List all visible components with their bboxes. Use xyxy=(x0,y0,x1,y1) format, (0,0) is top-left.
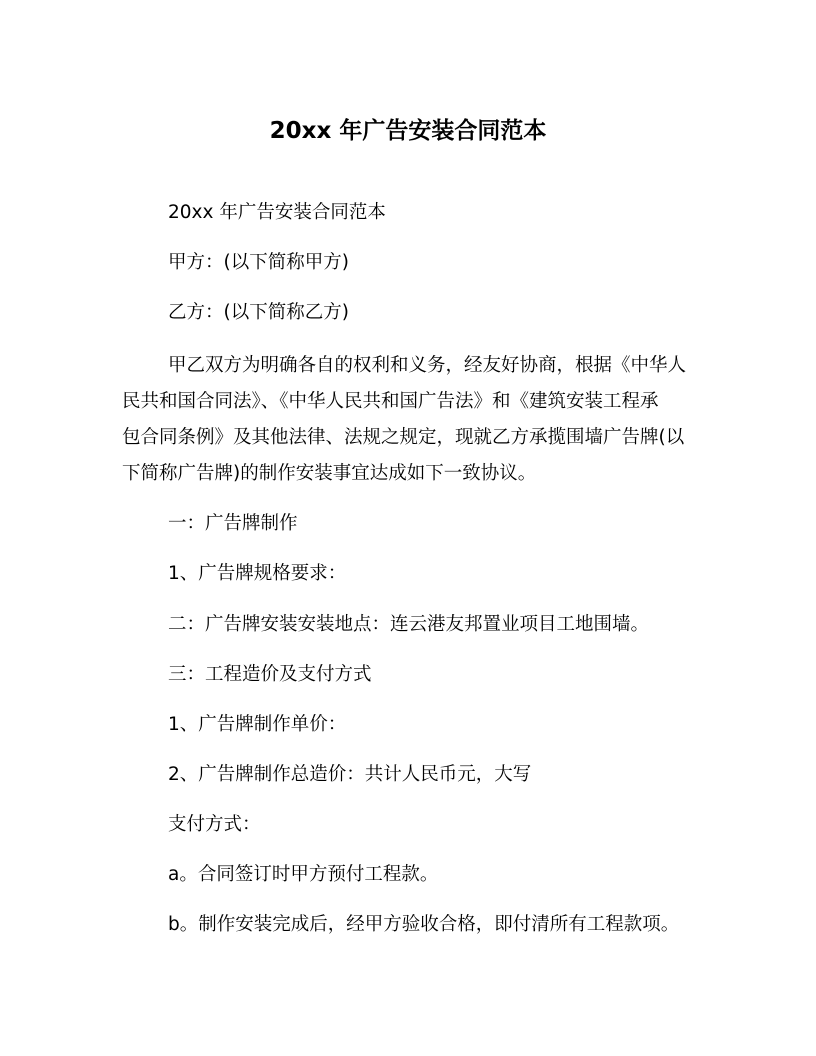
preamble-paragraph xyxy=(122,348,698,492)
section-three-heading: 三：工程造价及支付方式 xyxy=(168,664,372,685)
section-two-heading: 二：广告牌安装安装地点：连云港友邦置业项目工地围墙。 xyxy=(168,614,650,635)
paragraph-line: 包合同条例》及其他法律、法规之规定，现就乙方承揽围墙广告牌(以 xyxy=(122,427,685,448)
party-a-line: 甲方：(以下简称甲方) xyxy=(168,252,349,273)
paragraph-line: 下简称广告牌)的制作安装事宜达成如下一致协议。 xyxy=(122,463,537,484)
document-title: 20xx 年广告安装合同范本 xyxy=(269,118,547,144)
paragraph-line: 甲乙双方为明确各自的权利和义务，经友好协商，根据《中华人 xyxy=(168,355,687,376)
section-one-heading: 一：广告牌制作 xyxy=(168,513,298,534)
paragraph-line: 民共和国合同法》、《中华人民共和国广告法》和《建筑安装工程承 xyxy=(122,391,659,412)
unit-price-line: 1、广告牌制作单价： xyxy=(168,714,347,735)
subtitle-line: 20xx 年广告安装合同范本 xyxy=(168,202,386,223)
party-b-line: 乙方：(以下简称乙方) xyxy=(168,302,349,323)
total-price-line: 2、广告牌制作总造价：共计人民币元，大写 xyxy=(168,764,532,785)
payment-method-label: 支付方式： xyxy=(168,814,261,835)
payment-item-a: a。合同签订时甲方预付工程款。 xyxy=(168,864,439,885)
payment-item-b: b。制作安装完成后，经甲方验收合格，即付清所有工程款项。 xyxy=(168,914,680,935)
spec-requirement-line: 1、广告牌规格要求： xyxy=(168,563,347,584)
